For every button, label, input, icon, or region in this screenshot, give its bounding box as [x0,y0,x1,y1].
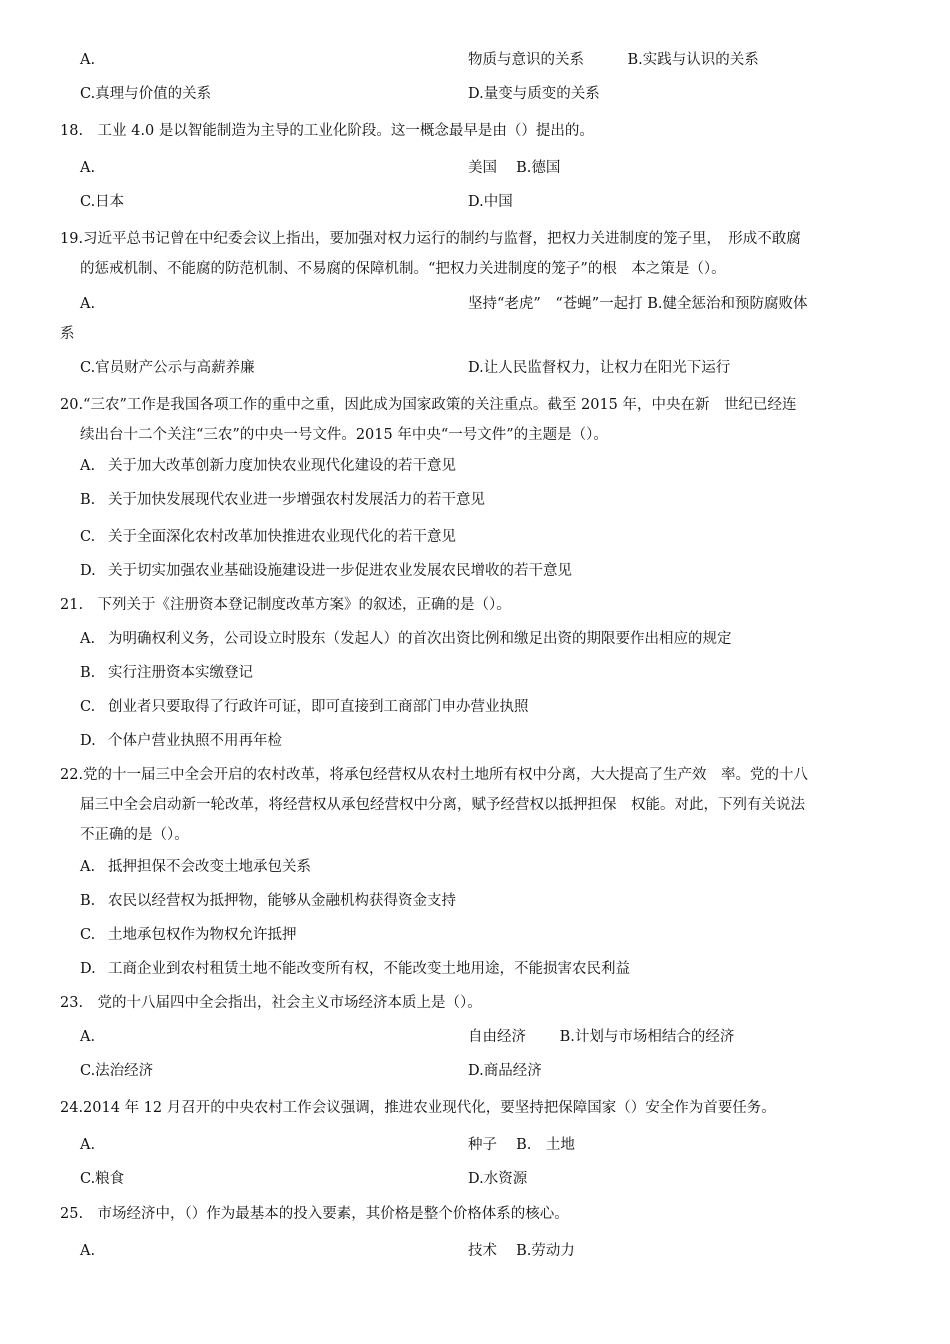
q20-stem-line-1: 20.“三农”工作是我国各项工作的重中之重，因此成为国家政策的关注重点。截至 2015 年，中央在新 世纪已经连 [60,397,797,413]
q22-stem-line-3: 不正确的是（）。 [80,827,189,843]
q20-option-d: D. 关于切实加强农业基础设施建设进一步促进农业发展农民增收的若干意见 [80,563,572,579]
q23-option-c: C.法治经济 [80,1063,154,1079]
q21-option-d: D. 个体户营业执照不用再年检 [80,733,282,749]
q22-option-b: B. 农民以经营权为抵押物，能够从金融机构获得资金支持 [80,893,456,909]
q21-option-a: A. 为明确权利义务，公司设立时股东（发起人）的首次出资比例和缴足出资的期限要作出相应的规定 [80,631,732,647]
q23-option-d: D.商品经济 [468,1063,542,1079]
q18-option-c: C.日本 [80,194,125,210]
q20-stem-line-2: 续出台十二个关注“三农”的中央一号文件。2015 年中央“一号文件”的主题是（）。 [80,427,608,443]
q22-option-d: D. 工商企业到农村租赁土地不能改变所有权，不能改变土地用途，不能损害农民利益 [80,961,630,977]
q22-option-a: A. 抵押担保不会改变土地承包关系 [80,859,311,875]
q17-option-a-label: A. [80,52,96,68]
q17-option-d: D.量变与质变的关系 [468,86,600,102]
q18-option-a-b-text: 美国 B.德国 [468,160,561,176]
q24-option-a-b-text: 种子 B. 土地 [468,1137,575,1153]
q24-stem: 24.2014 年 12 月召开的中央农村工作会议强调，推进农业现代化，要坚持把保障国家（）安全作为首要任务。 [60,1100,776,1116]
q19-stem-line-1: 19.习近平总书记曾在中纪委会议上指出，要加强对权力运行的制约与监督，把权力关进制度的笼子里， 形成不敢腐 [60,231,801,247]
q21-option-c: C. 创业者只要取得了行政许可证，即可直接到工商部门申办营业执照 [80,699,529,715]
q21-stem: 21. 下列关于《注册资本登记制度改革方案》的叙述，正确的是（）。 [60,597,511,613]
q24-option-d: D.水资源 [468,1171,528,1187]
q25-option-a-b-text: 技术 B.劳动力 [468,1243,575,1259]
q19-option-a-b-text: 坚持“老虎” “苍蝇”一起打 B.健全惩治和预防腐败体 [468,296,808,312]
q17-option-c: C.真理与价值的关系 [80,86,212,102]
q22-stem-line-1: 22.党的十一届三中全会开启的农村改革，将承包经营权从农村土地所有权中分离，大大提高了生产效 率。党的十八 [60,767,809,783]
q24-option-a-label: A. [80,1137,96,1153]
q17-option-a-b-text: 物质与意识的关系 B.实践与认识的关系 [468,52,759,68]
q19-option-a-label: A. [80,296,96,312]
q19-option-c: C.官员财产公示与高薪养廉 [80,360,255,376]
q19-option-b-wrap: 系 [60,326,75,342]
q25-stem: 25. 市场经济中，（）作为最基本的投入要素，其价格是整个价格体系的核心。 [60,1206,569,1222]
q23-stem: 23. 党的十八届四中全会指出，社会主义市场经济本质上是（）。 [60,995,482,1011]
q20-option-b: B. 关于加快发展现代农业进一步增强农村发展活力的若干意见 [80,492,485,508]
q18-option-d: D.中国 [468,194,513,210]
q19-stem-line-2: 的惩戒机制、不能腐的防范机制、不易腐的保障机制。“把权力关进制度的笼子”的根 本之策是（）。 [80,261,726,277]
q18-option-a-label: A. [80,160,96,176]
q23-option-a-label: A. [80,1029,96,1045]
q24-option-c: C.粮食 [80,1171,125,1187]
q23-option-a-b-text: 自由经济 B.计划与市场相结合的经济 [468,1029,735,1045]
q20-option-c: C. 关于全面深化农村改革加快推进农业现代化的若干意见 [80,529,456,545]
q22-option-c: C. 土地承包权作为物权允许抵押 [80,927,297,943]
q18-stem: 18. 工业 4.0 是以智能制造为主导的工业化阶段。这一概念最早是由（）提出的。 [60,123,594,139]
q25-option-a-label: A. [80,1243,96,1259]
q22-stem-line-2: 届三中全会启动新一轮改革，将经营权从承包经营权中分离，赋予经营权以抵押担保 权能。对此，下列有关说法 [80,797,805,813]
q20-option-a: A. 关于加大改革创新力度加快农业现代化建设的若干意见 [80,458,456,474]
q19-option-d: D.让人民监督权力，让权力在阳光下运行 [468,360,731,376]
q21-option-b: B. 实行注册资本实缴登记 [80,665,253,681]
